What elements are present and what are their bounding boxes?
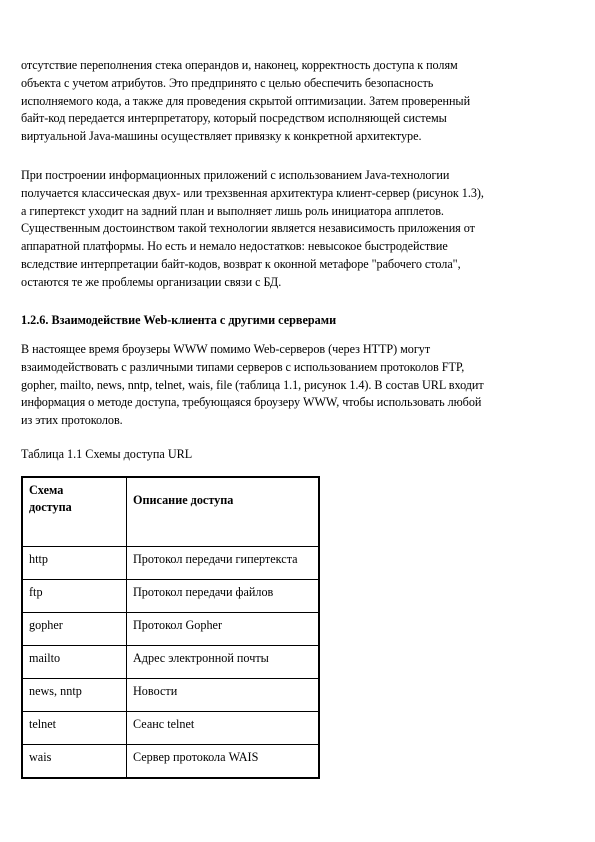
paragraph-browser-protocols	[21, 341, 569, 430]
text-line: взаимодействовать с различными типами серверов с использованием протоколов FTP,	[21, 359, 465, 374]
cell-scheme: wais	[22, 745, 127, 779]
cell-description: Протокол передачи гипертекста	[127, 547, 320, 580]
text-line: отсутствие переполнения стека операндов и, наконец, корректность доступа к полям	[21, 58, 458, 72]
cell-description: Сервер протокола WAIS	[127, 745, 320, 779]
table-row	[22, 613, 319, 646]
text-line: информация о методе доступа, требующаяся броузеру WWW, чтобы использовать любой	[21, 395, 482, 410]
header-scheme-line1: Схема	[29, 483, 64, 497]
text-line: В настоящее время броузеры WWW помимо Web-серверов (через HTTP) могут	[21, 342, 431, 356]
text-line: виртуальной Java-машины осуществляет привязку к конкретной архитектуре.	[21, 129, 422, 144]
cell-scheme: ftp	[22, 580, 127, 613]
cell-description: Протокол передачи файлов	[127, 580, 320, 613]
cell-scheme: http	[22, 547, 127, 580]
table-row	[22, 679, 319, 712]
table-row	[22, 580, 319, 613]
text-line: gopher, mailto, news, nntp, telnet, wais, file (таблица 1.1, рисунок 1.4). В состав URL входит	[21, 377, 484, 392]
text-line: Существенным достоинством такой технологии является независимость приложения от	[21, 221, 475, 236]
text-line: исполняемого кода, а также для проведения скрытой оптимизации. Затем проверенный	[21, 93, 471, 108]
text-line: При построении информационных приложений с использованием Java-технологии	[21, 168, 450, 182]
text-line: вследствие интерпретации байт-кодов, возврат к оконной метафоре "рабочего стола",	[21, 256, 461, 271]
section-heading: 1.2.6. Взаимодействие Web-клиента с другими серверами	[21, 313, 337, 327]
cell-scheme: gopher	[22, 613, 127, 646]
cell-scheme: news, nntp	[22, 679, 127, 712]
header-cell-scheme	[22, 477, 127, 547]
table-header-row	[22, 477, 319, 547]
header-cell-description: Описание доступа	[127, 477, 320, 547]
header-scheme-line2: доступа	[29, 500, 72, 514]
paragraph-java-architecture	[21, 167, 569, 292]
cell-description: Адрес электронной почты	[127, 646, 320, 679]
text-line: байт-код передается интерпретатору, который посредством исполняющей системы	[21, 111, 447, 126]
cell-scheme: telnet	[22, 712, 127, 745]
table-row	[22, 745, 319, 779]
cell-description: Протокол Gopher	[127, 613, 320, 646]
text-line: объекта с учетом атрибутов. Это предпринято с целью обеспечить безопасность	[21, 75, 434, 90]
cell-description: Новости	[127, 679, 320, 712]
cell-scheme: mailto	[22, 646, 127, 679]
table-caption: Таблица 1.1 Схемы доступа URL	[21, 447, 193, 461]
url-schemes-table	[21, 476, 320, 779]
text-line: а гипертекст уходит на задний план и выполняет лишь роль инициатора апплетов.	[21, 203, 444, 218]
paragraph-bytecode-verification	[21, 57, 569, 146]
table-row	[22, 712, 319, 745]
text-line: получается классическая двух- или трехзвенная архитектура клиент-сервер (рисунок 1.3),	[21, 185, 484, 200]
text-line: остаются те же проблемы организации связи с БД.	[21, 274, 282, 289]
table-row	[22, 547, 319, 580]
text-line: аппаратной платформы. Но есть и немало недостатков: невысокое быстродействие	[21, 239, 448, 254]
text-line: из этих протоколов.	[21, 413, 123, 428]
table-row	[22, 646, 319, 679]
cell-description: Сеанс telnet	[127, 712, 320, 745]
